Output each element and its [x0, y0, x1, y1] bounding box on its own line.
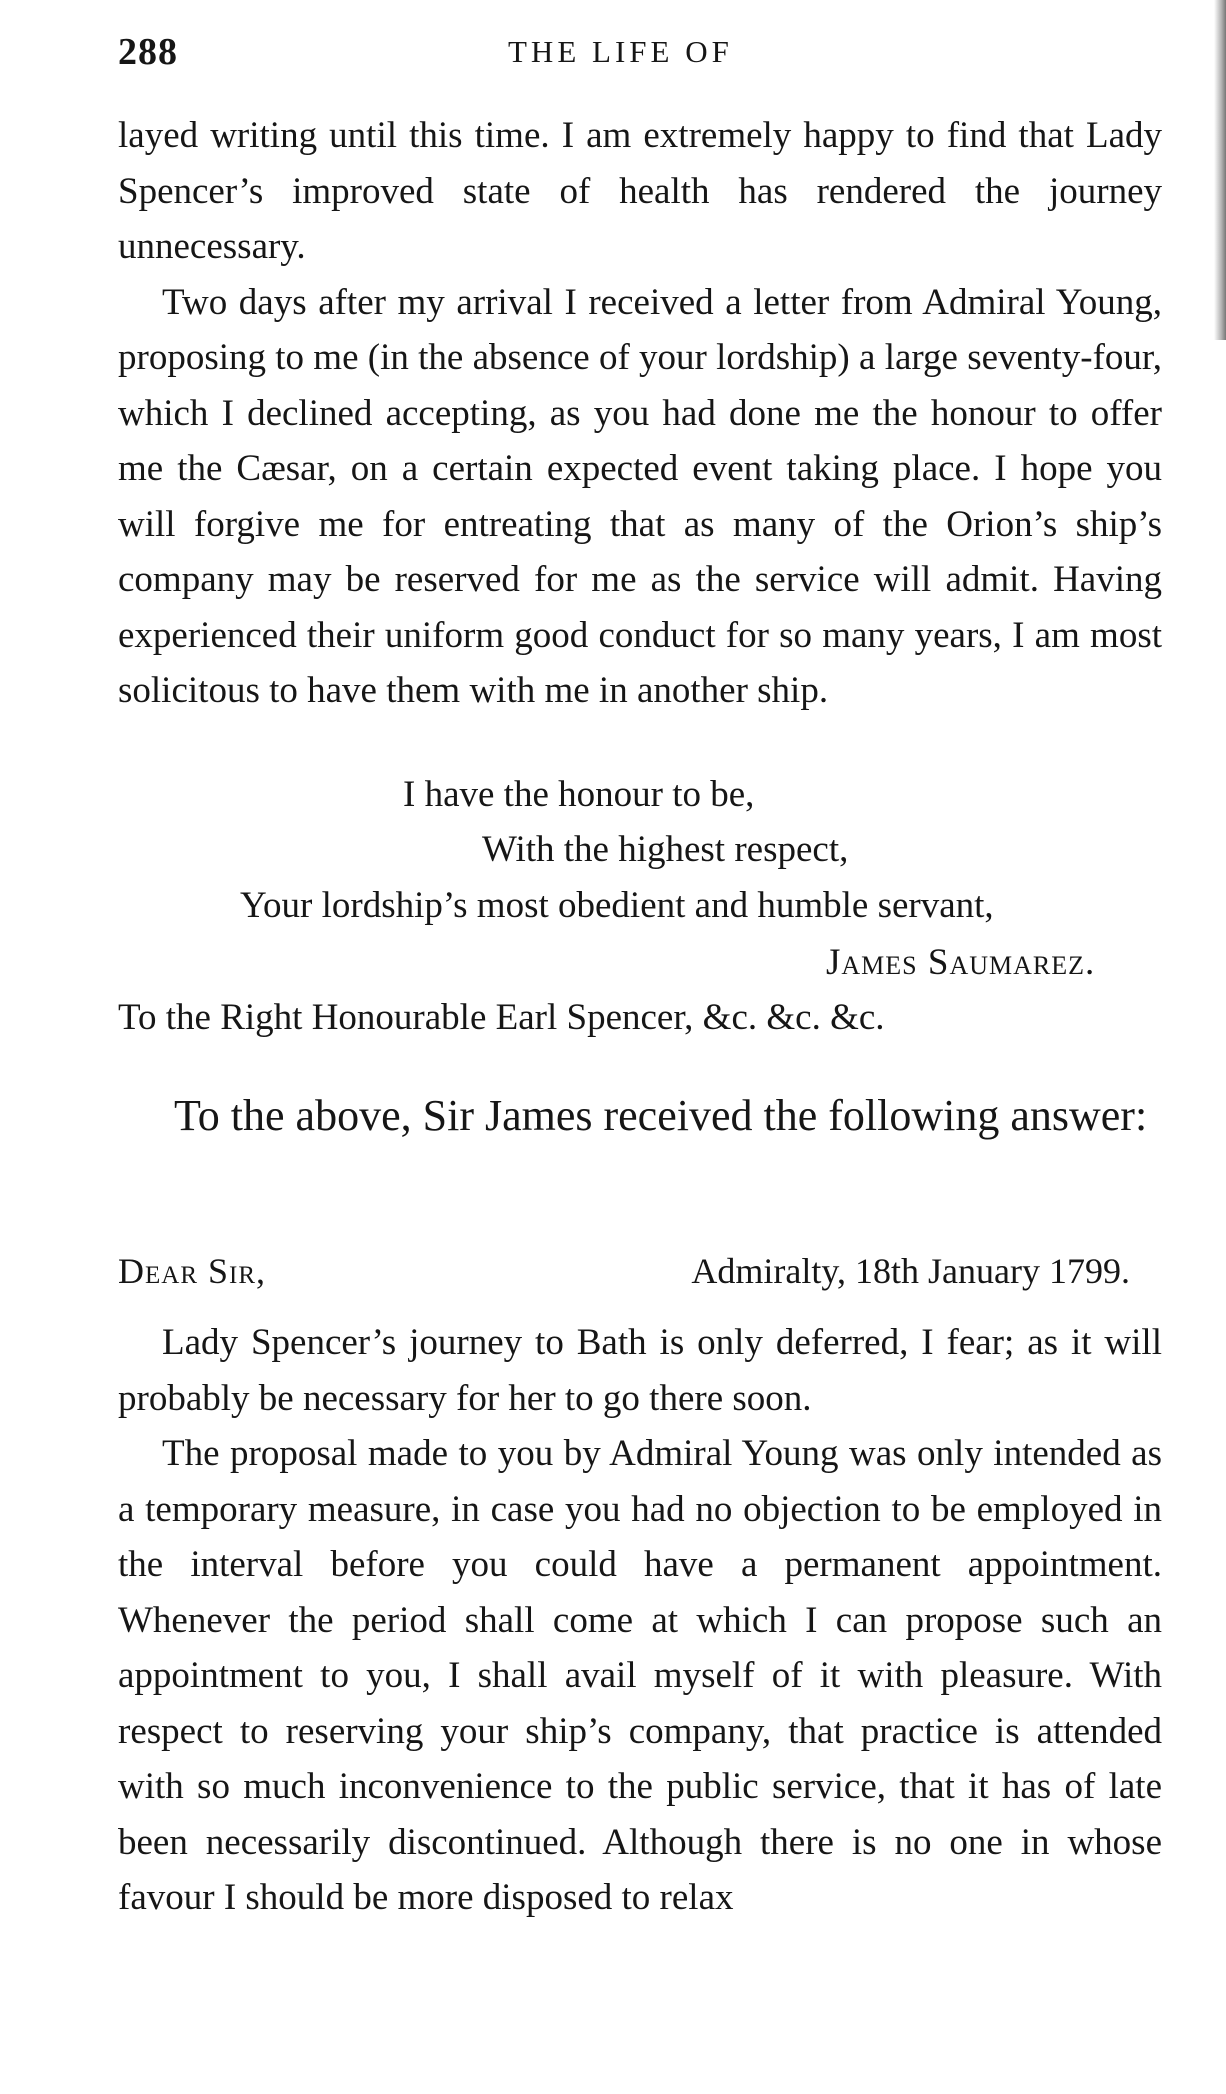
- addressee: To the Right Honourable Earl Spencer, &c. &c. &c.: [118, 997, 885, 1038]
- signature: James Saumarez.: [826, 942, 1096, 983]
- salutation: Dear Sir,: [118, 1251, 267, 1291]
- letter-body: [118, 108, 1162, 719]
- closing-line-2: With the highest respect,: [482, 829, 849, 870]
- reply-header: [118, 1250, 1130, 1306]
- reply-body: [118, 1315, 1162, 1926]
- reply-paragraph-1: Lady Spencer’s journey to Bath is only deferred, I fear; as it will probably be necessary for her to go there soon.: [118, 1322, 1162, 1419]
- section-heading: To the above, Sir James received the following answer:: [174, 1091, 1148, 1140]
- dateline: Admiralty, 18th January 1799.: [691, 1251, 1130, 1291]
- running-head: THE LIFE OF: [508, 34, 733, 69]
- page-edge-shadow: [1214, 0, 1226, 340]
- reply-paragraph-2: The proposal made to you by Admiral Young was only intended as a temporary measure, in case you had no objection to be employed in the interval before you could have a permanent appointment. Whenever the period shall come at which I can propose such an appointment to you, I shall avail myself of it with pleasure. With respect to reserving your ship’s company, that practice is attended with so much inconvenience to the public service, that it has of late been necessarily discontinued. Although there is no one in whose favour I should be more disposed to relax: [118, 1433, 1162, 1918]
- letter-paragraph-1: layed writing until this time. I am extremely happy to find that Lady Spencer’s improved state of health has rendered the journey unnecessary.: [118, 115, 1162, 267]
- page-header: [118, 30, 1158, 80]
- letter-paragraph-2: Two days after my arrival I received a letter from Admiral Young, proposing to me (in the absence of your lordship) a large seventy-four, which I declined accepting, as you had done me the honour to offer me the Cæsar, on a certain expected event taking place. I hope you will forgive me for entreating that as many of the Orion’s ship’s company may be reserved for me as the service will admit. Having experienced their uniform good conduct for so many years, I am most solicitous to have them with me in another ship.: [118, 281, 1162, 711]
- page-number: 288: [118, 31, 178, 73]
- closing-line-3: Your lordship’s most obedient and humble servant,: [240, 885, 994, 926]
- closing-line-1: I have the honour to be,: [403, 774, 755, 815]
